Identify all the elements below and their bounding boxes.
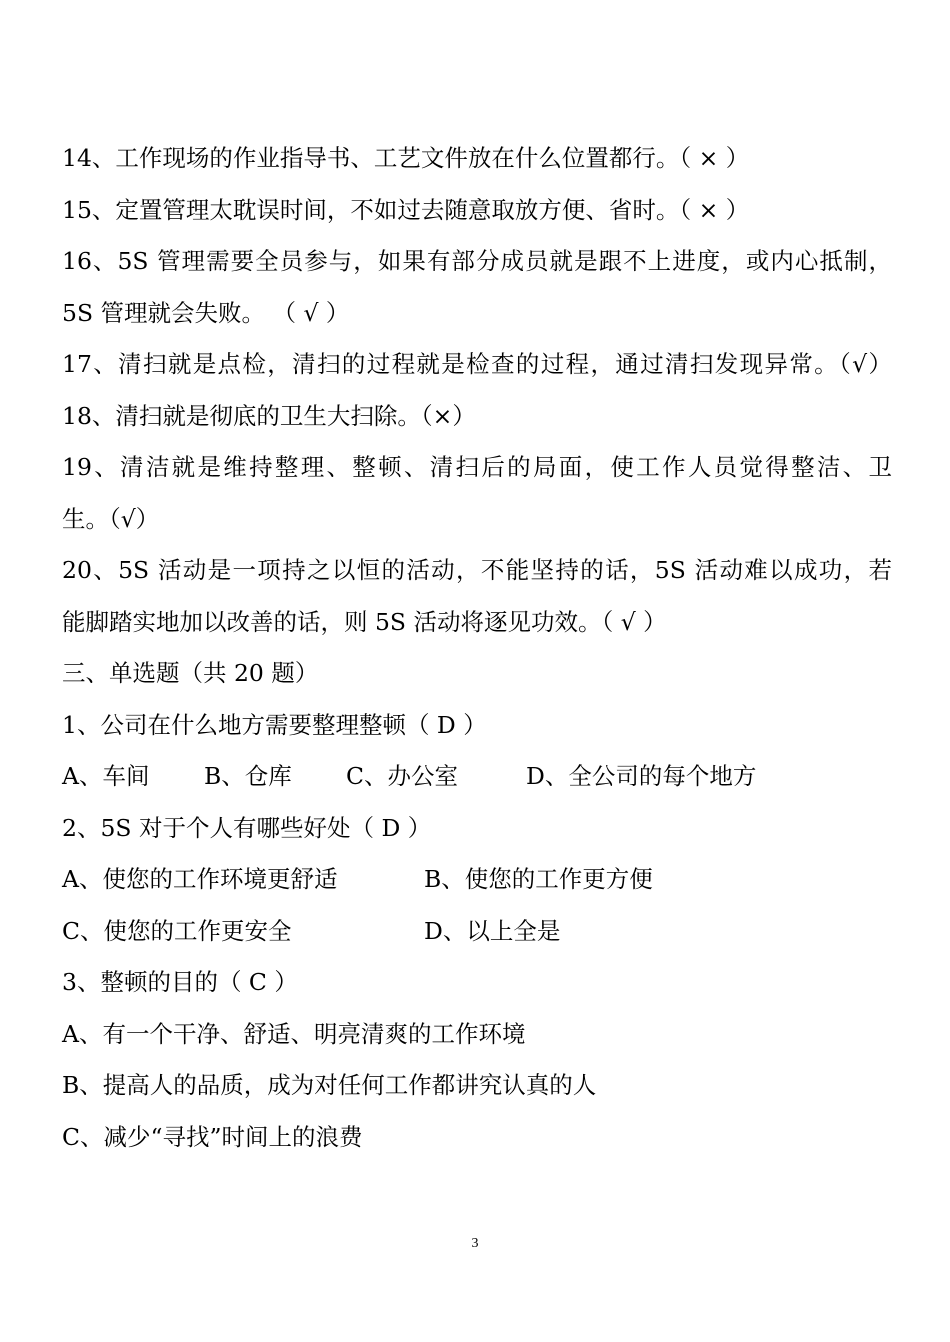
question-3-option-c: C、减少“寻找”时间上的浪费 (62, 1122, 363, 1151)
question-3-option-b: B、提高人的品质，成为对任何工作都讲究认真的人 (62, 1071, 597, 1099)
question-2-options-row-1 (62, 857, 892, 909)
true-false-item-19-line-2: 生。（√） (62, 504, 160, 533)
question-2-stem: 2、5S 对于个人有哪些好处（ D ） (62, 813, 432, 842)
question-2-option-d: D、以上全是 (424, 916, 561, 945)
true-false-item-20-line-2: 能脚踏实地加以改善的话，则 5S 活动将逐见功效。（ √ ） (62, 607, 667, 636)
true-false-item-16-line-2: 5S 管理就会失败。 （ √ ） (62, 298, 350, 327)
question-3-option-a: A、有一个干净、舒适、明亮清爽的工作环境 (62, 1019, 526, 1048)
true-false-item-15: 15、定置管理太耽误时间，不如过去随意取放方便、省时。（ × ） (62, 195, 750, 224)
page-content (62, 136, 892, 1166)
question-2-option-b: B、使您的工作更方便 (424, 865, 653, 893)
true-false-item-18: 18、清扫就是彻底的卫生大扫除。（×） (62, 401, 476, 430)
question-1-option-a: A、车间 (62, 762, 150, 790)
true-false-item-19-line-1: 19、清洁就是维持整理、整顿、清扫后的局面，使工作人员觉得整洁、卫 (62, 453, 892, 481)
question-2-options-row-2 (62, 909, 892, 961)
true-false-item-14: 14、工作现场的作业指导书、工艺文件放在什么位置都行。（ × ） (62, 144, 750, 172)
question-1-stem: 1、公司在什么地方需要整理整顿（ D ） (62, 710, 487, 739)
question-1-options (62, 754, 892, 806)
question-1-option-d: D、全公司的每个地方 (526, 762, 757, 790)
true-false-item-20-line-1: 20、5S 活动是一项持之以恒的活动，不能坚持的话，5S 活动难以成功，若 (62, 556, 892, 584)
question-3-stem: 3、整顿的目的（ C ） (62, 968, 298, 996)
question-2-option-a: A、使您的工作环境更舒适 (62, 865, 338, 893)
page-number: 3 (471, 1236, 479, 1251)
section-heading-single-choice: 三、单选题（共 20 题） (62, 659, 319, 687)
question-2-option-c: C、使您的工作更安全 (62, 916, 292, 945)
question-1-option-b: B、仓库 (204, 762, 292, 790)
true-false-item-16-line-1: 16、5S 管理需要全员参与，如果有部分成员就是跟不上进度，或内心抵制， (62, 247, 892, 275)
question-1-option-c: C、办公室 (346, 762, 458, 790)
true-false-item-17: 17、清扫就是点检，清扫的过程就是检查的过程，通过清扫发现异常。（√） (62, 350, 892, 378)
